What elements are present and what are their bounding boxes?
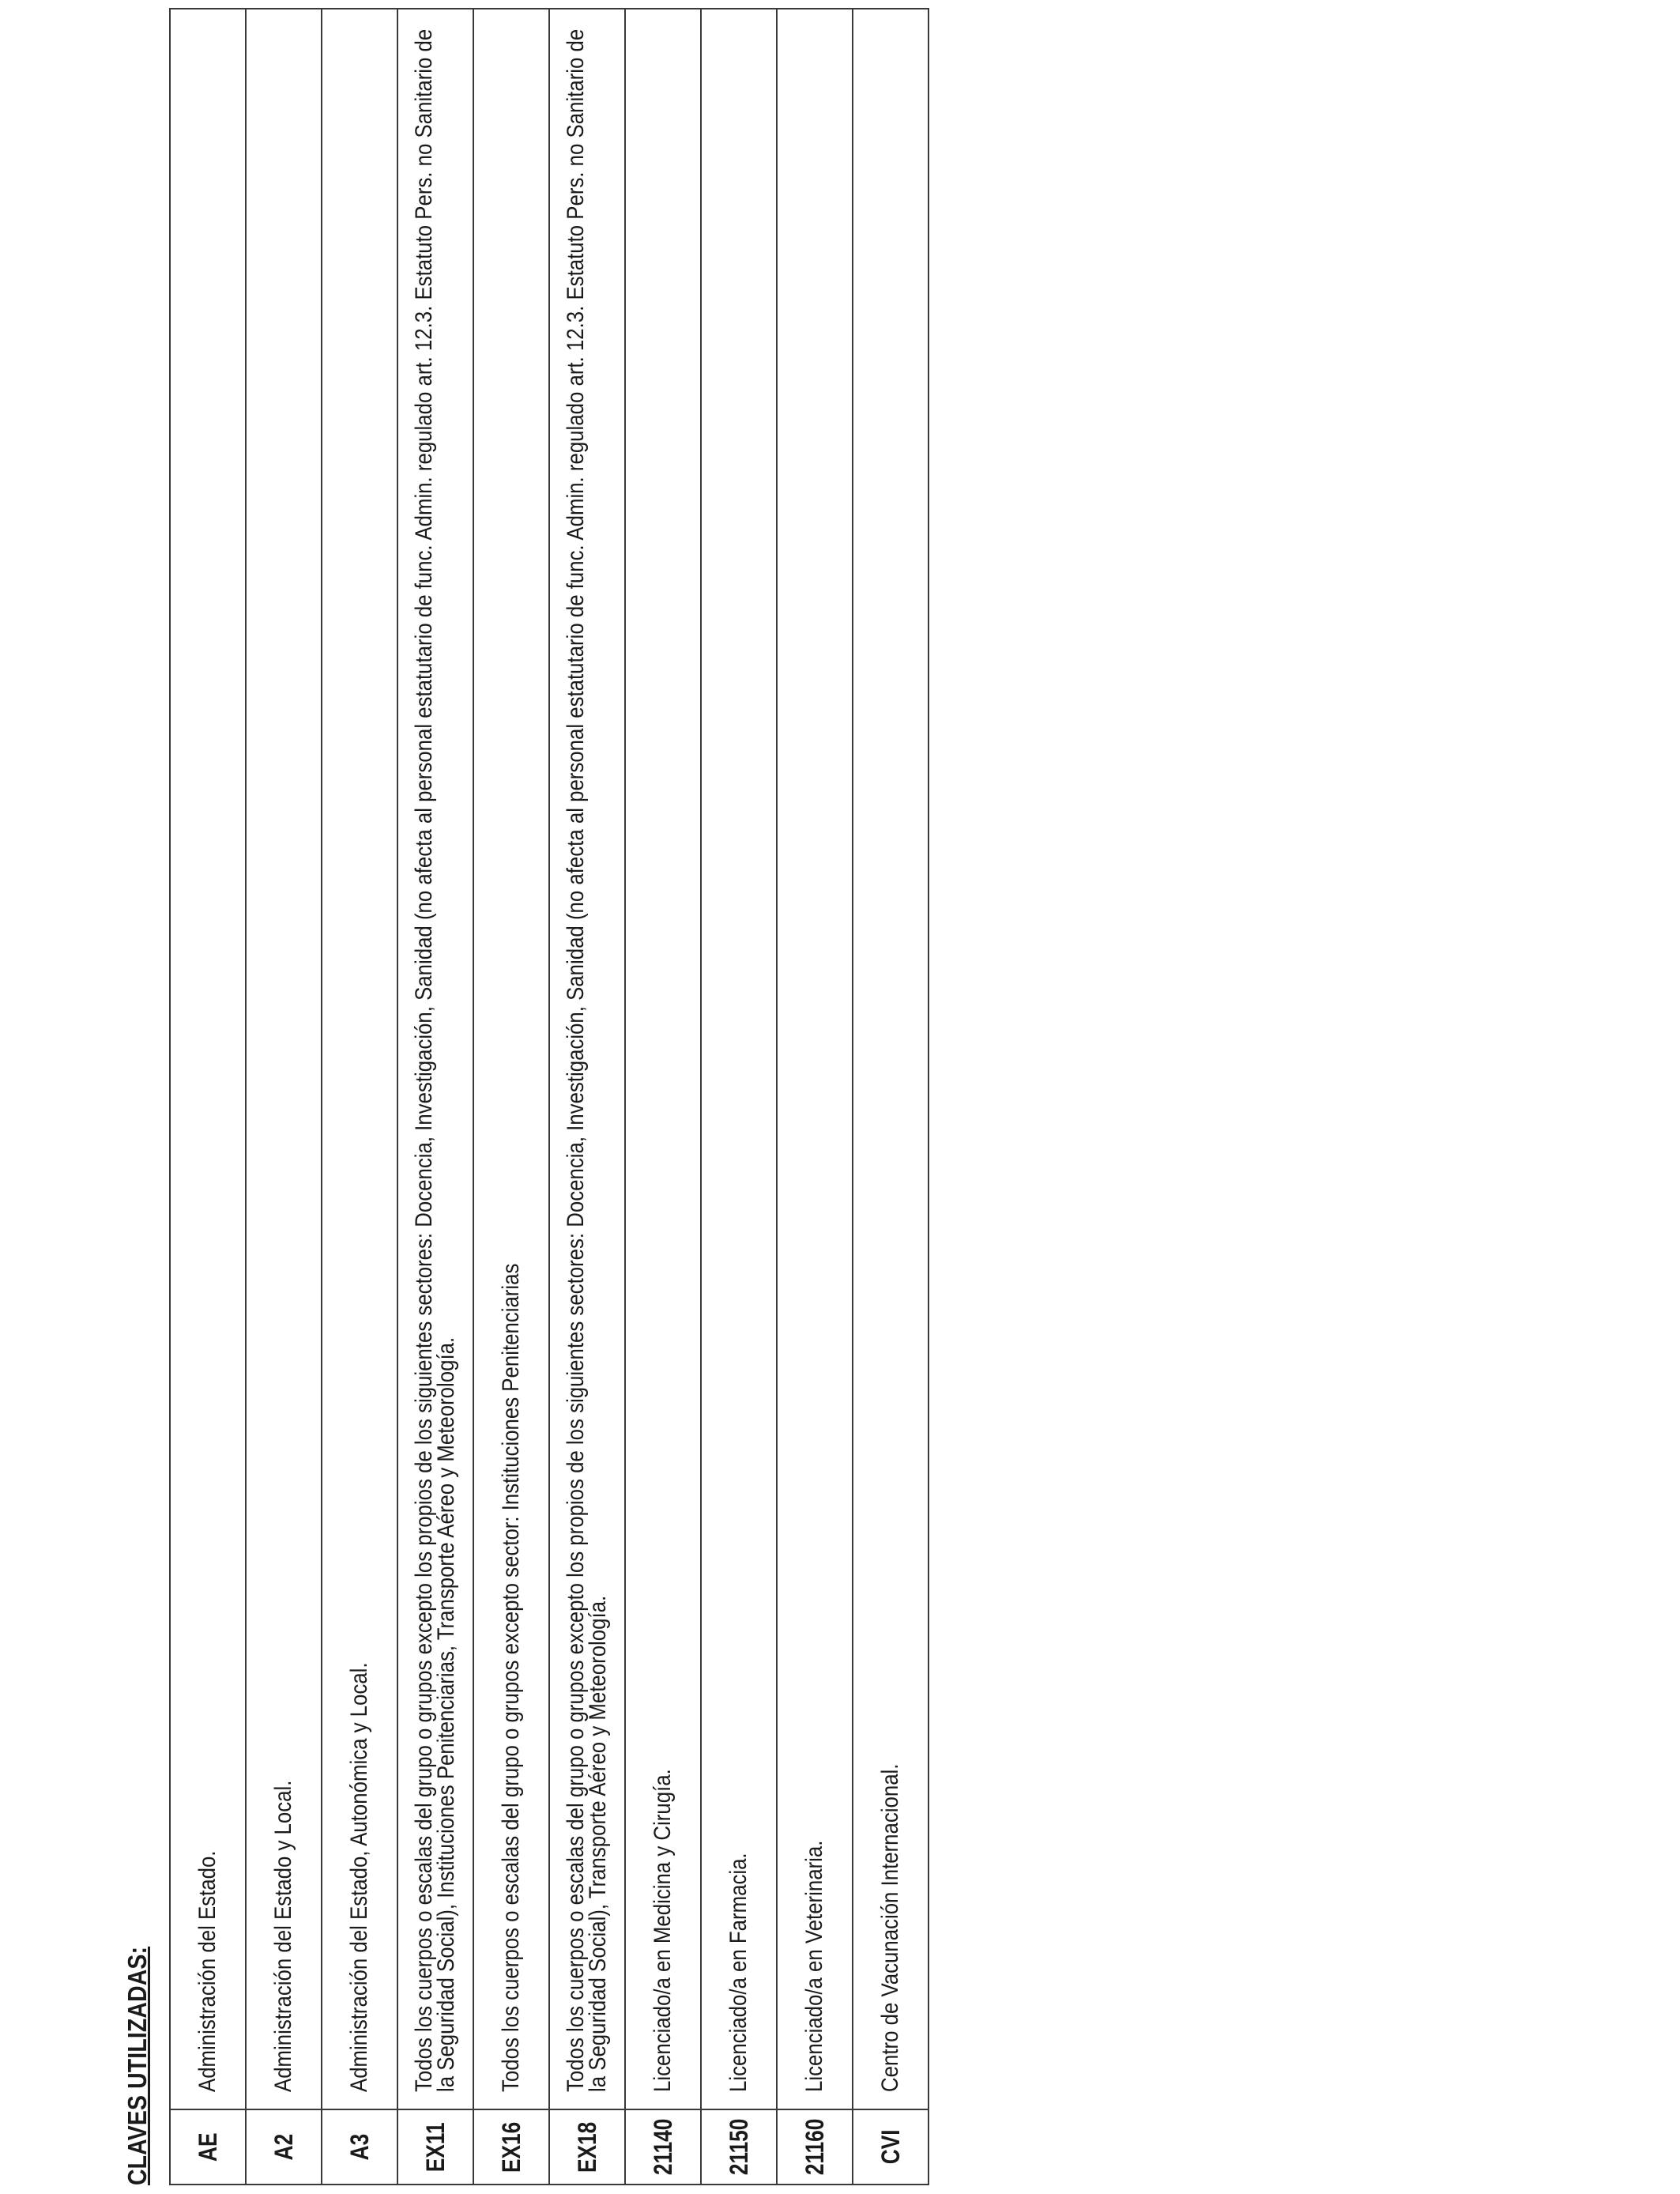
code-cell: EX18 [549, 2109, 625, 2185]
table-row [777, 9, 853, 2185]
section-caption: CLAVES UTILIZADAS: [122, 1946, 152, 2185]
table-row [473, 9, 549, 2185]
description-cell: Administración del Estado. [170, 9, 246, 2109]
table-row [246, 9, 322, 2185]
description-cell: Todos los cuerpos o escalas del grupo o grupos excepto los propios de los siguientes sectores: Docencia, Investigación, Sanidad (no afecta al personal estatutario de func. Admin. regulado art. 12.3. Estatuto Pers. no Sanitario de la Seguridad Social), Transporte Aéreo y Meteorología. [549, 9, 625, 2109]
table-row [170, 9, 246, 2185]
table-row [701, 9, 777, 2185]
description-cell: Licenciado/a en Veterinaria. [777, 9, 853, 2109]
code-cell: 21150 [701, 2109, 777, 2185]
code-cell: CVI [853, 2109, 929, 2185]
code-cell: EX11 [397, 2109, 473, 2185]
table-row [322, 9, 397, 2185]
description-cell: Administración del Estado, Autonómica y Local. [322, 9, 397, 2109]
table-row [625, 9, 701, 2185]
table-row [397, 9, 473, 2185]
table-row [549, 9, 625, 2185]
code-cell: 21140 [625, 2109, 701, 2185]
description-cell: Centro de Vacunación Internacional. [853, 9, 929, 2109]
code-cell: A3 [322, 2109, 397, 2185]
codes-table [169, 8, 929, 2185]
code-cell: 21160 [777, 2109, 853, 2185]
table-row [853, 9, 929, 2185]
code-cell: AE [170, 2109, 246, 2185]
description-cell: Administración del Estado y Local. [246, 9, 322, 2109]
description-cell: Todos los cuerpos o escalas del grupo o grupos excepto los propios de los siguientes sectores: Docencia, Investigación, Sanidad (no afecta al personal estatutario de func. Admin. regulado art. 12.3. Estatuto Pers. no Sanitario de la Seguridad Social), Instituciones Penitenciarias, Transporte Aéreo y Meteorología. [397, 9, 473, 2109]
description-cell: Licenciado/a en Medicina y Cirugía. [625, 9, 701, 2109]
code-cell: A2 [246, 2109, 322, 2185]
description-cell: Todos los cuerpos o escalas del grupo o grupos excepto sector: Instituciones Penitenciarias [473, 9, 549, 2109]
description-cell: Licenciado/a en Farmacia. [701, 9, 777, 2109]
code-cell: EX16 [473, 2109, 549, 2185]
